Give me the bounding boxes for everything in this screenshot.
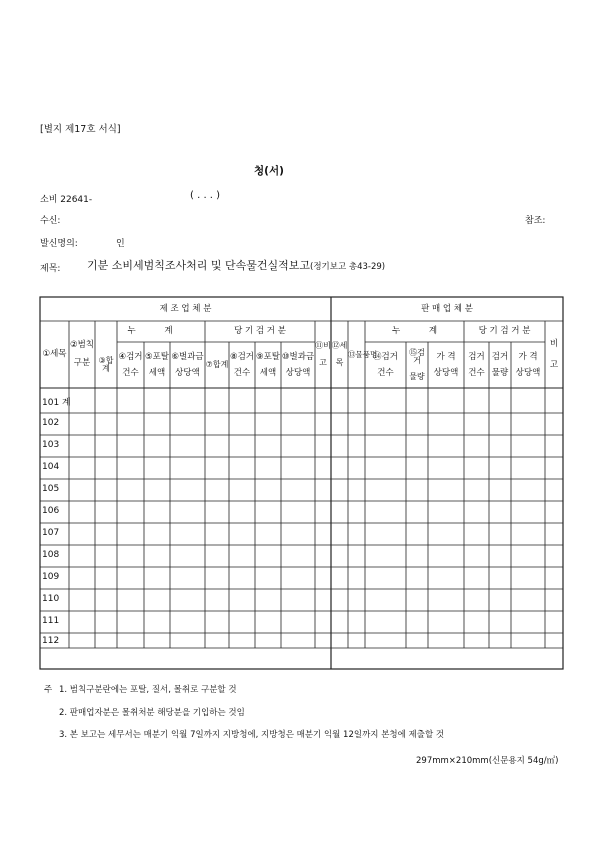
table-row-label: 107 — [42, 528, 60, 538]
col-17-line1: 검거 — [468, 351, 485, 362]
col-16-line2: 상당액 — [433, 367, 459, 378]
col-11-remark — [315, 321, 331, 388]
sale-cumulative-header: 누 계 — [391, 326, 438, 337]
col-18-line1: 검거 — [491, 351, 509, 362]
note-item: 3. 본 보고는 세무서는 매분기 익월 7일까지 지방청에, 지방청은 매분기 익월 12일까지 본청에 제출할 것 — [59, 730, 445, 740]
col-14-line2: 건수 — [377, 367, 394, 378]
form-number-label: [별지 제17호 서식] — [40, 124, 121, 135]
col-10-penalty — [281, 342, 315, 388]
notes-prefix: 주 — [44, 685, 53, 695]
col-13-product: ⑬물품명 — [348, 349, 378, 359]
seal-mark: 인 — [116, 239, 125, 249]
col-5-tax — [144, 342, 170, 388]
col-18-line2: 물량 — [491, 367, 509, 378]
col-15-line1: ⑮검거 — [409, 347, 425, 366]
col-item: ①세목 — [42, 349, 67, 360]
table-row-label: 101 계 — [42, 398, 71, 408]
col-9-tax — [255, 342, 281, 388]
col-remark-line1: 비 — [549, 338, 559, 349]
col-17-count — [464, 342, 489, 388]
col-4-line2: 건수 — [122, 367, 139, 378]
col-11-line1: ⑪비 — [315, 340, 331, 350]
col-3-total: ③합계 — [98, 355, 114, 373]
col-19-line1: 가 격 — [518, 351, 538, 362]
mfg-cumulative-header: 누 계 — [127, 326, 173, 337]
col-12-line1: ⑫세 — [331, 340, 348, 350]
col-19-line2: 상당액 — [515, 367, 541, 378]
table-row-label: 106 — [42, 506, 60, 516]
table-row-label: 103 — [42, 440, 60, 450]
table-row-label: 111 — [42, 616, 60, 626]
sender-label: 발신명의: — [40, 239, 78, 249]
reference-label: 참조: — [525, 216, 546, 226]
col-19-price — [511, 342, 545, 388]
col-11-line2: 고 — [319, 358, 327, 367]
document-date-field: ( . . . ) — [190, 190, 221, 201]
col-16-line1: 가 격 — [436, 351, 456, 362]
col-9-line1: ⑨포탈 — [255, 351, 281, 362]
table-row-label: 108 — [42, 550, 60, 560]
col-6-line2: 상당액 — [175, 367, 200, 378]
recipient-label: 수신: — [40, 216, 61, 226]
col-14-line1: ⑭검거 — [373, 351, 398, 362]
col-8-line1: ⑧검거 — [229, 351, 255, 362]
document-number-label: 소비 22641- — [40, 195, 93, 205]
note-item: 1. 범칙구분란에는 포탈, 질서, 몰취로 구분할 것 — [59, 685, 237, 695]
col-18-volume — [489, 342, 511, 388]
sale-period-header: 당 기 검 거 분 — [478, 326, 531, 337]
col-7-total: ⑦합계 — [205, 359, 229, 369]
col-9-line2: 세액 — [259, 367, 277, 378]
col-10-line2: 상당액 — [285, 367, 311, 378]
col-12-line2: 목 — [335, 358, 344, 367]
col-16-price — [428, 342, 464, 388]
table-row-label: 112 — [42, 636, 60, 646]
col-8-line2: 건수 — [233, 367, 251, 378]
table-row-label: 102 — [42, 418, 60, 428]
col-5-line1: ⑤포탈 — [144, 351, 170, 362]
col-4-count — [117, 342, 144, 388]
col-remark — [545, 321, 563, 388]
col-15-volume — [406, 342, 428, 388]
table-row-label: 109 — [42, 572, 60, 582]
col-10-line1: ⑩벌과금 — [281, 351, 315, 362]
paper-spec: 297mm×210mm(신문용지 54g/㎡) — [416, 756, 559, 766]
document-title: 청(서) — [254, 165, 284, 177]
col-violation-type — [69, 321, 95, 388]
col-15-line2: 물량 — [409, 371, 425, 381]
mfg-period-header: 당 기 검 거 분 — [234, 326, 286, 337]
col-8-count — [229, 342, 255, 388]
col-6-line1: ⑥벌과금 — [171, 351, 204, 362]
group-seller: 판 매 업 체 분 — [421, 303, 473, 314]
col-4-line1: ④검거 — [118, 351, 143, 362]
col-violation-type-line2: 구분 — [73, 358, 91, 368]
subject-label: 제목: — [40, 264, 61, 274]
note-item: 2. 판매업자분은 몰취처분 해당분을 기입하는 것임 — [59, 708, 245, 718]
col-remark-line2: 고 — [549, 359, 559, 370]
table-row-label: 110 — [42, 594, 60, 604]
table-row-label: 104 — [42, 462, 60, 472]
col-17-line2: 건수 — [468, 367, 485, 378]
col-14-count — [365, 342, 406, 388]
subject-suffix: (정기보고 총43-29) — [310, 262, 386, 272]
col-6-penalty — [170, 342, 205, 388]
col-12-item — [331, 321, 348, 388]
group-manufacturer: 제 조 업 체 분 — [159, 303, 212, 314]
subject-main: 기분 소비세범칙조사처리 및 단속물건실적보고 — [87, 259, 311, 272]
table-row-label: 105 — [42, 484, 60, 494]
col-5-line2: 세액 — [148, 367, 166, 378]
col-violation-type-line1: ②범칙 — [69, 340, 95, 351]
